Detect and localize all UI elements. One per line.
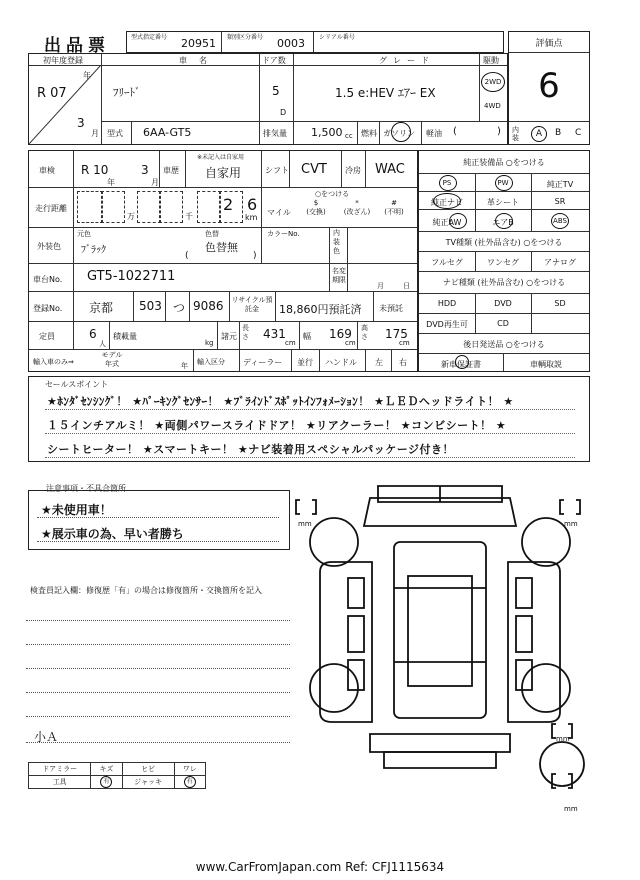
shaken-expiry: R 10: [81, 163, 109, 177]
notes-box: [28, 490, 290, 550]
grade: 1.5 e:HEV ｴｱｰ EX: [335, 86, 436, 100]
equip-pw: PW: [497, 179, 509, 187]
usage-history: 自家用: [205, 166, 242, 180]
tools-present: 有: [100, 776, 112, 788]
reg-class: 503: [139, 299, 162, 313]
color-change: 色替無: [205, 241, 238, 254]
items-table: [28, 762, 206, 789]
item-jack: ジャッキ: [122, 776, 174, 789]
length: 431: [263, 327, 286, 341]
notes-label: 注意事項・不具合箇所: [46, 484, 126, 493]
equip-sr: SR: [554, 197, 566, 206]
score-box: 評価点 6 内装 A B C: [508, 31, 590, 145]
navi-dvd-play: DVD再生可: [426, 320, 468, 329]
item-tools: 工具: [29, 776, 91, 789]
svg-text:mm: mm: [556, 735, 570, 743]
mileage-digit-2: 6: [247, 195, 258, 214]
first-registration-year: R 07: [37, 86, 67, 101]
recycle-deposit: 18,860円預託済: [279, 303, 362, 316]
tv-analog: アナログ: [544, 258, 576, 267]
mileage-digit-boxes: 万 千 2 6: [77, 191, 265, 221]
mileage-digit-1: 2: [223, 195, 234, 214]
interior-grade-b: B: [555, 128, 562, 138]
height: 175: [385, 327, 408, 341]
navi-hdd: HDD: [437, 299, 457, 308]
equip-abs: ABS: [553, 217, 567, 225]
jack-present: 有: [184, 776, 196, 788]
navi-cd: CD: [497, 319, 509, 328]
fuel-gasoline: ガソリン: [383, 129, 415, 138]
width: 169: [329, 327, 352, 341]
note-line-2: ★展示車の為、早い者勝ち: [41, 527, 184, 541]
displacement: 1,500: [311, 126, 343, 139]
sales-line-1: ★ﾎﾝﾀﾞｾﾝｼﾝｸﾞ！ ★ﾊﾟｰｷﾝｸﾞｾﾝｻｰ！ ★ﾌﾞﾗｲﾝﾄﾞｽﾎﾟｯﾄｲﾝﾌｫﾒｰｼｮﾝ！ ★ＬＥＤヘッドライト！ ★: [47, 395, 514, 408]
class-number: 0003: [277, 37, 305, 50]
fuel-selected-circle: [391, 122, 411, 142]
inspector-label: 検査員記入欄：修復歴「有」の場合は修復箇所・交換箇所を記入: [30, 586, 262, 595]
mm-label: mm: [298, 520, 312, 528]
equipment-box: 純正装備品 ○をつける PS PW 純正TV 純正ナビ 革シート SR 純正AW エアB ABS TV種類 (社外品含む) ○をつける フルセグ ワンセグ アナログ ナビ種類 (社外品含む) ○をつける HDD DVD SD DVD再生可 CD 後日発送品 ○をつける 新車保証書 車輌取説: [418, 150, 590, 372]
reg-number: 9086: [193, 299, 224, 313]
seating-capacity: 6: [89, 327, 97, 341]
item-scratch: キズ: [91, 763, 122, 776]
navi-sd: SD: [554, 299, 566, 308]
car-damage-diagram: [290, 478, 590, 818]
evaluation-score: 6: [538, 66, 560, 106]
svg-text:mm: mm: [564, 520, 578, 528]
first-registration-month: 3: [77, 116, 85, 130]
later-warranty: 新車保証書: [441, 360, 481, 369]
drive-4wd: 4WD: [484, 102, 501, 110]
door-count: 5: [272, 84, 280, 98]
interior-grade-a: A: [531, 126, 547, 142]
equip-aw: 純正AW: [432, 218, 462, 227]
sheet-title: 出品票: [44, 36, 110, 56]
equip-airbag: エアB: [492, 218, 514, 227]
item-break: ワレ: [174, 763, 205, 776]
note-line-1: ★未使用車！: [41, 503, 112, 517]
id-numbers-box: 型式指定番号 20951 類別区分番号 0003 シリアル番号: [126, 31, 504, 53]
spec-box: 車検 R 10 3 年 月 車歴 ※未記入は自家用 自家用 シフト CVT 冷房 WAC 走行距離 万 千 2 6 km ○をつける マイル $ (交換) * (改ざん) # (不明) 外装色 元色 ﾌﾞﾗｯｸ 色替 色替無 ( ) カラーNo. 内装色 車台No. GT5-1022711 名変期限 月 日 登録No. 京都 503 つ 9086 リサイクル預託金 18,860円預託済 未預託 定員 6 人 積載量 kg 諸元 長さ 431 cm 幅 169 cm 高さ 175 cm 輸入車のみ⇒ モデル年式 年 輸入区分 ディーラー 並行 ハンドル 左 右: [28, 150, 418, 372]
tv-oneseg: ワンセグ: [487, 258, 519, 267]
sales-line-3: シートヒーター！ ★スマートキー！ ★ナビ装着用スペシャルパッケージ付き！: [47, 443, 455, 456]
drive-2wd: 2WD: [481, 72, 505, 92]
later-manual: 車輌取説: [530, 360, 562, 369]
transmission: CVT: [301, 162, 327, 177]
sales-line-2: １５インチアルミ！ ★両側パワースライドドア！ ★リアクーラー！ ★コンビシート！ ★: [47, 419, 507, 432]
exterior-color: ﾌﾞﾗｯｸ: [81, 245, 106, 256]
footer-reference: www.CarFromJapan.com Ref: CFJ1115634: [195, 860, 445, 874]
chassis-number: GT5-1022711: [87, 269, 176, 284]
reg-area: 京都: [89, 301, 114, 315]
item-door-mirror: ドアミラー: [29, 763, 91, 776]
model-designation-number: 20951: [181, 37, 216, 50]
model-type: 6AA-GT5: [143, 126, 192, 139]
sales-points-box: セールスポイント ★ﾎﾝﾀﾞｾﾝｼﾝｸﾞ！ ★ﾊﾟｰｷﾝｸﾞｾﾝｻｰ！ ★ﾌﾞﾗｲﾝﾄﾞｽﾎﾟｯﾄｲﾝﾌｫﾒｰｼｮﾝ！ ★ＬＥＤヘッドライト！ ★ １５インチアルミ！ ★両側パワースライドドア！ ★リアクーラー！ ★コンビシート！ ★ シートヒーター！ ★スマートキー！ ★ナビ装着用スペシャルパッケージ付き！: [28, 376, 590, 462]
reg-kana: つ: [173, 301, 186, 315]
interior-grade-c: C: [575, 128, 582, 138]
item-crack: ヒビ: [122, 763, 174, 776]
equip-navi: 純正ナビ: [431, 198, 463, 207]
score-label: 評価点: [535, 39, 563, 49]
svg-text:mm: mm: [564, 805, 578, 813]
equip-ps: PS: [442, 179, 452, 187]
vehicle-basic-box: 初年度登録 車名 ドア数 グレード 駆動 年 R 07 3 月 ﾌﾘｰﾄﾞ 5 D 1.5 e:HEV ｴｱｰ EX 2WD 4WD 型式 6AA-GT5 排気量 1,500 cc 燃料 ガソリン 軽油 ( ): [28, 53, 508, 145]
equip-tv: 純正TV: [546, 180, 574, 189]
tv-fullseg: フルセグ: [431, 258, 463, 267]
navi-dvd: DVD: [494, 299, 512, 308]
car-name: ﾌﾘｰﾄﾞ: [113, 86, 141, 99]
inspector-mark: 小Ａ: [34, 730, 59, 744]
equip-leather: 革シート: [487, 198, 519, 207]
air-conditioning: WAC: [375, 162, 405, 177]
